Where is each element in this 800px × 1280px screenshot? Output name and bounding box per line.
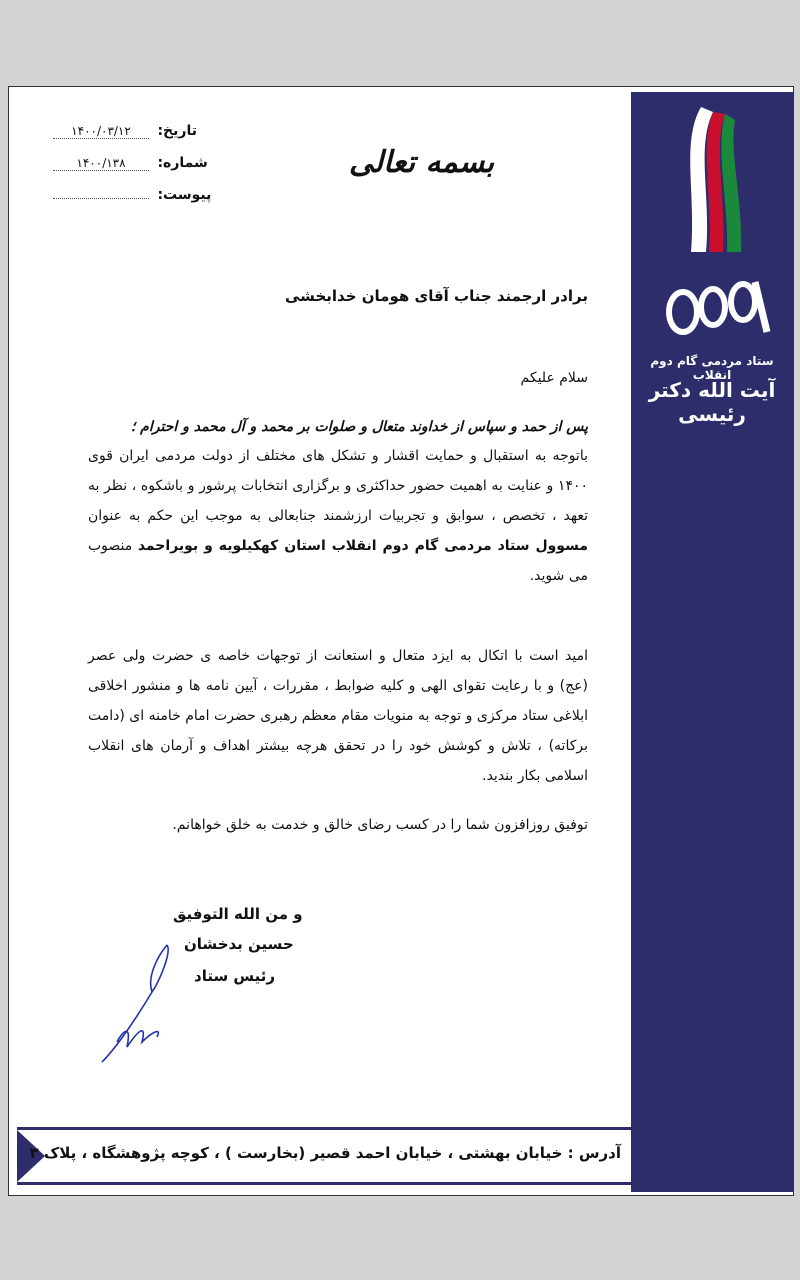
- number-label: شماره:: [157, 155, 208, 171]
- bismillah-heading: بسمه تعالی: [349, 145, 495, 180]
- body-paragraph-1: [88, 441, 588, 591]
- signoff-line: و من الله التوفیق: [173, 905, 303, 923]
- para1-position-title: مسوول ستاد مردمی گام دوم انقلاب استان کهکیلویه و بویراحمد: [137, 538, 588, 554]
- campaign-logo-icon: [651, 102, 775, 342]
- salutation: برادر ارجمند جناب آقای هومان خدابخشی: [285, 287, 588, 305]
- para1-text-end: منصوب می شوید.: [88, 538, 588, 584]
- sidebar-org-name: ستاد مردمی گام دوم انقلاب: [650, 354, 774, 382]
- closing-line: توفیق روزافزون شما را در کسب رضای خالق و خدمت به خلق خواهانم.: [172, 817, 588, 833]
- date-label: تاریخ:: [157, 123, 197, 139]
- address-footer: [17, 1127, 631, 1185]
- attachment-row: [53, 187, 211, 203]
- signer-title: رئیس ستاد: [194, 967, 276, 985]
- sidebar-candidate-name: آیت الله دکتر رئیسی: [648, 378, 776, 426]
- attachment-label: پیوست:: [157, 187, 212, 203]
- greeting: سلام علیکم: [520, 370, 588, 386]
- number-row: [53, 155, 208, 171]
- body-paragraph-2: امید است با اتکال به ایزد متعال و استعانت از توجهات خاصه ی حضرت ولی عصر (عج) و با رعایت تقوای الهی و کلیه ضوابط ، مقررات ، آیین نامه ها و منشور اخلاقی ابلاغی ستاد مرکزی و توجه به منویات مقام معظم رهبری حضرت امام خامنه ای (دامت برکاته) ، تلاش و کوشش خود را در تحقق هرچه بیشتر اهداف و آرمان های انقلاب اسلامی بکار بندید.: [88, 648, 588, 784]
- handwritten-signature: [97, 937, 197, 1067]
- para1-text: باتوجه به استقبال و حمایت اقشار و تشکل های مختلف از دولت مردمی ایران قوی ۱۴۰۰ و عنایت به اهمیت حضور حداکثری و برگزاری انتخابات پرشور و باشکوه ، نظر به تعهد ، تخصص ، سوابق و تجربیات ارزشمند جنابعالی به موجب این حکم به عنوان: [88, 448, 588, 524]
- praise-line: پس از حمد و سپاس از خداوند متعال و صلوات بر محمد و آل محمد و احترام ؛: [130, 419, 588, 435]
- sidebar-panel: [631, 92, 793, 1192]
- address-text: آدرس : خیابان بهشتی ، خیابان احمد قصیر (بخارست ) ، کوچه پژوهشگاه ، پلاک ۳: [29, 1144, 621, 1162]
- letter-page: [8, 86, 794, 1196]
- attachment-value: [53, 198, 149, 199]
- date-value: ۱۴۰۰/۰۳/۱۲: [53, 124, 149, 139]
- date-row: [53, 123, 197, 139]
- number-value: ۱۴۰۰/۱۳۸: [53, 156, 149, 171]
- signer-name: حسین بدخشان: [184, 935, 294, 953]
